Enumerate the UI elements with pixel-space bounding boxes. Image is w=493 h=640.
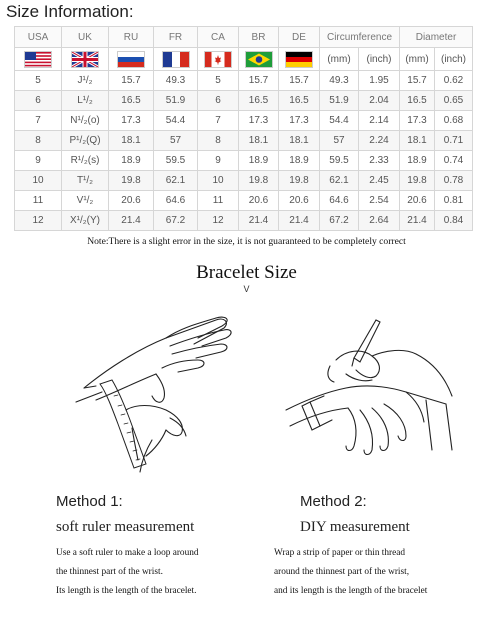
table-header-row — [15, 27, 473, 48]
cell-d-in: 0.71 — [435, 131, 473, 151]
method-1-line: the thinnest part of the wrist. — [56, 567, 163, 577]
cell-d-in: 0.68 — [435, 111, 473, 131]
header-de: DE — [279, 27, 320, 48]
cell-d-in: 0.81 — [435, 191, 473, 211]
cell-uk: R¹/₂(s) — [62, 151, 109, 171]
method-2-title: Method 2: — [300, 493, 367, 510]
method-2-line: around the thinnest part of the wrist, — [274, 567, 410, 577]
method-1-description — [56, 544, 271, 601]
cell-ru: 19.8 — [109, 171, 154, 191]
cell-de: 18.9 — [279, 151, 320, 171]
cell-fr: 54.4 — [154, 111, 198, 131]
cell-ru: 15.7 — [109, 71, 154, 91]
cell-de: 18.1 — [279, 131, 320, 151]
cell-d-in: 0.65 — [435, 91, 473, 111]
cell-de: 17.3 — [279, 111, 320, 131]
cell-fr: 59.5 — [154, 151, 198, 171]
method-1-title: Method 1: — [56, 493, 123, 510]
cell-ru: 18.1 — [109, 131, 154, 151]
cell-fr: 51.9 — [154, 91, 198, 111]
cell-ca: 5 — [198, 71, 239, 91]
size-note: Note:There is a slight error in the size, it is not guaranteed to be completely correct — [87, 236, 406, 247]
cell-c-mm: 62.1 — [320, 171, 359, 191]
cell-br: 16.5 — [239, 91, 279, 111]
header-uk: UK — [62, 27, 109, 48]
cell-br: 17.3 — [239, 111, 279, 131]
cell-c-in: 1.95 — [359, 71, 400, 91]
cell-d-mm: 16.5 — [400, 91, 435, 111]
cell-fr: 67.2 — [154, 211, 198, 231]
header-circumference: Circumference — [320, 27, 400, 48]
cell-br: 21.4 — [239, 211, 279, 231]
cell-de: 19.8 — [279, 171, 320, 191]
size-table — [14, 26, 473, 231]
cell-c-mm: 57 — [320, 131, 359, 151]
cell-d-mm: 15.7 — [400, 71, 435, 91]
method-1-subtitle: soft ruler measurement — [56, 519, 195, 535]
cell-c-mm: 49.3 — [320, 71, 359, 91]
cell-uk: J¹/₂ — [62, 71, 109, 91]
cell-d-mm: 17.3 — [400, 111, 435, 131]
header-diameter: Diameter — [400, 27, 473, 48]
cell-d-mm: 21.4 — [400, 211, 435, 231]
cell-br: 15.7 — [239, 71, 279, 91]
table-row — [15, 71, 473, 91]
table-row — [15, 211, 473, 231]
cell-ru: 18.9 — [109, 151, 154, 171]
cell-d-in: 0.78 — [435, 171, 473, 191]
cell-c-mm: 59.5 — [320, 151, 359, 171]
table-row — [15, 111, 473, 131]
cell-de: 21.4 — [279, 211, 320, 231]
method-1-line: Use a soft ruler to make a loop around — [56, 548, 199, 558]
unit-diam-mm: (mm) — [400, 48, 435, 71]
page-title: Size Information: — [6, 2, 134, 21]
cell-d-mm: 19.8 — [400, 171, 435, 191]
table-row — [15, 151, 473, 171]
method-2-line: and its length is the length of the bracelet — [274, 586, 428, 596]
cell-c-in: 2.64 — [359, 211, 400, 231]
cell-c-mm: 54.4 — [320, 111, 359, 131]
cell-de: 16.5 — [279, 91, 320, 111]
cell-c-in: 2.14 — [359, 111, 400, 131]
cell-fr: 57 — [154, 131, 198, 151]
br-flag-icon — [245, 51, 273, 68]
cell-c-in: 2.54 — [359, 191, 400, 211]
cell-c-in: 2.33 — [359, 151, 400, 171]
cell-c-mm: 67.2 — [320, 211, 359, 231]
cell-usa: 8 — [15, 131, 62, 151]
cell-d-in: 0.62 — [435, 71, 473, 91]
cell-ru: 20.6 — [109, 191, 154, 211]
cell-d-in: 0.84 — [435, 211, 473, 231]
cell-ca: 10 — [198, 171, 239, 191]
cell-br: 20.6 — [239, 191, 279, 211]
cell-uk: N¹/₂(o) — [62, 111, 109, 131]
method-2-line: Wrap a strip of paper or thin thread — [274, 548, 406, 558]
table-row — [15, 131, 473, 151]
cell-usa: 11 — [15, 191, 62, 211]
table-flag-row — [15, 48, 473, 71]
cell-uk: P¹/₂(Q) — [62, 131, 109, 151]
cell-br: 18.9 — [239, 151, 279, 171]
cell-br: 19.8 — [239, 171, 279, 191]
cell-ca: 7 — [198, 111, 239, 131]
ru-flag-icon — [117, 51, 145, 68]
table-row — [15, 191, 473, 211]
cell-uk: V¹/₂ — [62, 191, 109, 211]
header-ca: CA — [198, 27, 239, 48]
table-row — [15, 171, 473, 191]
chevron-down-icon: V — [243, 284, 250, 294]
table-body — [15, 71, 473, 231]
cell-uk: X¹/₂(Y) — [62, 211, 109, 231]
cell-fr: 49.3 — [154, 71, 198, 91]
header-usa: USA — [15, 27, 62, 48]
table-row — [15, 91, 473, 111]
cell-de: 15.7 — [279, 71, 320, 91]
cell-uk: L¹/₂ — [62, 91, 109, 111]
cell-c-in: 2.04 — [359, 91, 400, 111]
cell-usa: 6 — [15, 91, 62, 111]
header-ru: RU — [109, 27, 154, 48]
header-fr: FR — [154, 27, 198, 48]
cell-usa: 7 — [15, 111, 62, 131]
cell-d-mm: 18.1 — [400, 131, 435, 151]
cell-c-in: 2.45 — [359, 171, 400, 191]
method-2-subtitle: DIY measurement — [300, 519, 410, 535]
unit-circ-mm: (mm) — [320, 48, 359, 71]
cell-de: 20.6 — [279, 191, 320, 211]
unit-circ-inch: (inch) — [359, 48, 400, 71]
cell-usa: 5 — [15, 71, 62, 91]
cell-fr: 62.1 — [154, 171, 198, 191]
method-2-description — [274, 544, 489, 601]
cell-uk: T¹/₂ — [62, 171, 109, 191]
cell-usa: 12 — [15, 211, 62, 231]
uk-flag-icon — [71, 51, 99, 68]
cell-usa: 10 — [15, 171, 62, 191]
cell-ca: 12 — [198, 211, 239, 231]
cell-c-mm: 64.6 — [320, 191, 359, 211]
method-1-line: Its length is the length of the bracelet. — [56, 586, 197, 596]
soft-ruler-illustration — [66, 300, 256, 480]
unit-diam-inch: (inch) — [435, 48, 473, 71]
diy-measurement-illustration — [276, 300, 466, 480]
cell-d-in: 0.74 — [435, 151, 473, 171]
cell-ca: 8 — [198, 131, 239, 151]
cell-usa: 9 — [15, 151, 62, 171]
cell-c-in: 2.24 — [359, 131, 400, 151]
bracelet-heading: Bracelet Size — [196, 262, 297, 283]
header-br: BR — [239, 27, 279, 48]
cell-d-mm: 20.6 — [400, 191, 435, 211]
cell-ru: 17.3 — [109, 111, 154, 131]
fr-flag-icon — [162, 51, 190, 68]
cell-br: 18.1 — [239, 131, 279, 151]
cell-ca: 9 — [198, 151, 239, 171]
ca-flag-icon — [204, 51, 232, 68]
cell-d-mm: 18.9 — [400, 151, 435, 171]
cell-c-mm: 51.9 — [320, 91, 359, 111]
de-flag-icon — [285, 51, 313, 68]
cell-ca: 6 — [198, 91, 239, 111]
cell-fr: 64.6 — [154, 191, 198, 211]
cell-ru: 21.4 — [109, 211, 154, 231]
us-flag-icon — [24, 51, 52, 68]
cell-ca: 11 — [198, 191, 239, 211]
cell-ru: 16.5 — [109, 91, 154, 111]
